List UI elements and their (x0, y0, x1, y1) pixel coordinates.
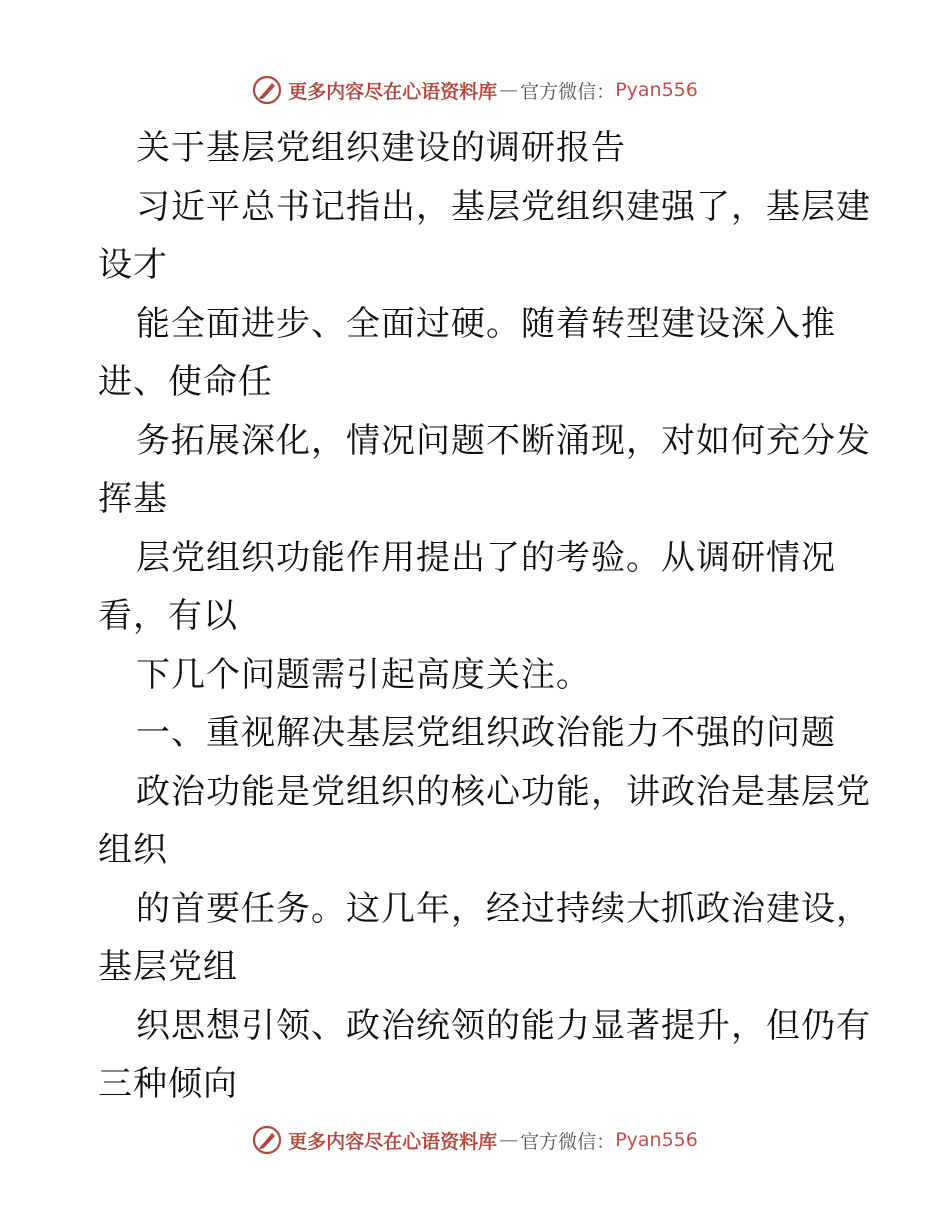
banner-wechat-id: Pyan556 (615, 79, 698, 101)
text-line: 的首要任务。这几年，经过持续大抓政治建设， (136, 888, 871, 929)
document-title: 关于基层党组织建设的调研报告 (136, 128, 626, 168)
text-line: 能全面进步、全面过硬。随着转型建设深入推 (136, 303, 836, 344)
pen-logo-icon (252, 1125, 282, 1155)
text-line: 政治功能是党组织的核心功能，讲政治是基层党 (136, 771, 871, 812)
document-body (98, 119, 871, 1114)
section-heading: 一、重视解决基层党组织政治能力不强的问题 (136, 713, 836, 753)
banner-wechat-id: Pyan556 (615, 1129, 698, 1151)
banner-dash: — (499, 79, 519, 101)
banner-dash: — (499, 1129, 519, 1151)
banner-wechat-label: 官方微信： (520, 1130, 616, 1153)
banner-slogan: 更多内容尽在心语资料库 (288, 80, 498, 103)
text-line: 织思想引领、政治统领的能力显著提升，但仍有 (136, 1005, 871, 1046)
text-line: 务拓展深化，情况问题不断涌现，对如何充分发 (136, 420, 871, 461)
text-line: 挥基 (98, 479, 168, 519)
header-banner (0, 70, 950, 110)
text-line: 进、使命任 (98, 362, 273, 402)
text-line: 层党组织功能作用提出了的考验。从调研情况 (136, 537, 836, 578)
text-line: 三种倾向 (98, 1064, 238, 1104)
text-line: 看，有以 (98, 596, 238, 636)
text-line: 设才 (98, 245, 168, 285)
text-line: 习近平总书记指出，基层党组织建强了，基层建 (136, 186, 871, 227)
text-line: 基层党组 (98, 947, 238, 987)
pen-logo-icon (252, 75, 282, 105)
text-line: 下几个问题需引起高度关注。 (136, 654, 591, 695)
footer-banner (0, 1120, 950, 1160)
banner-wechat-label: 官方微信： (520, 80, 616, 103)
text-line: 组织 (98, 830, 168, 870)
banner-slogan: 更多内容尽在心语资料库 (288, 1130, 498, 1153)
